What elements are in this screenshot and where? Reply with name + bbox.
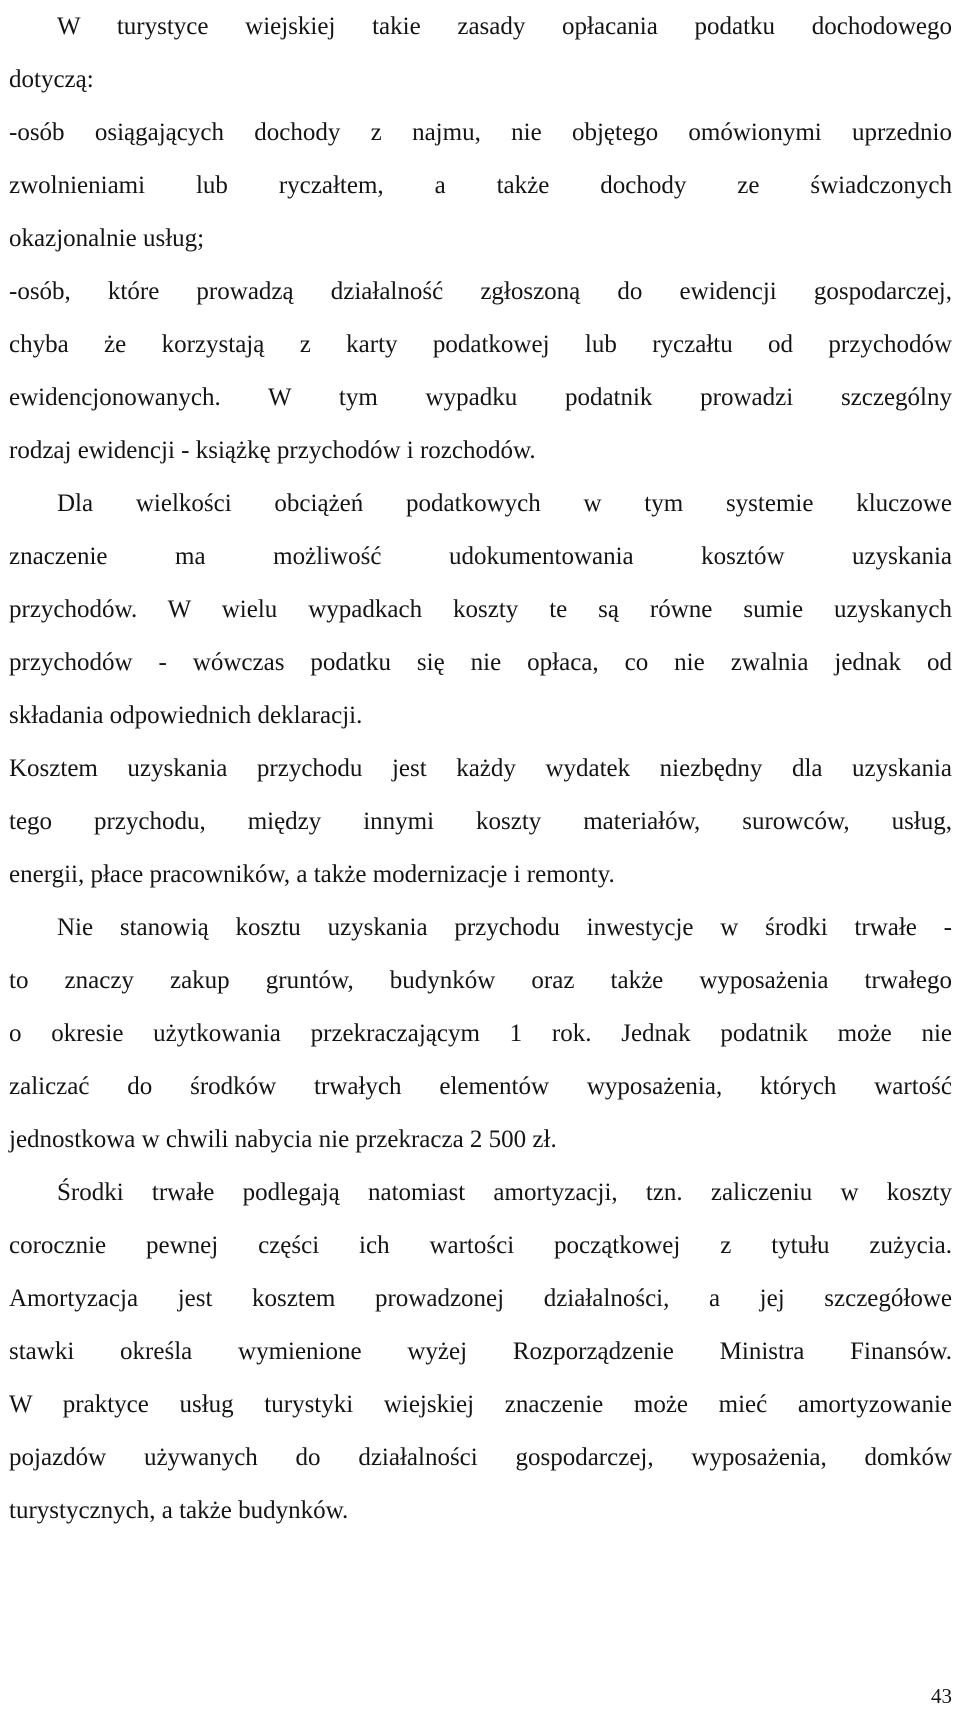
text-line: corocznie pewnej części ich wartości początkowej z tytułu zużycia. xyxy=(9,1232,952,1259)
text-line: Dla wielkości obciążeń podatkowych w tym systemie kluczowe xyxy=(57,490,952,517)
text-line: tego przychodu, między innymi koszty materiałów, surowców, usług, xyxy=(9,808,952,835)
page-number: 43 xyxy=(931,1684,952,1708)
text-line: o okresie użytkowania przekraczającym 1 rok. Jednak podatnik może nie xyxy=(9,1020,952,1047)
text-line: -osób, które prowadzą działalność zgłoszoną do ewidencji gospodarczej, xyxy=(9,278,952,305)
text-line: turystycznych, a także budynków. xyxy=(9,1497,349,1524)
text-line: -osób osiągających dochody z najmu, nie objętego omówionymi uprzednio xyxy=(9,119,952,146)
text-line: pojazdów używanych do działalności gospodarczej, wyposażenia, domków xyxy=(9,1444,952,1471)
text-line: W turystyce wiejskiej takie zasady opłacania podatku dochodowego xyxy=(57,13,952,40)
text-line: to znaczy zakup gruntów, budynków oraz także wyposażenia trwałego xyxy=(9,967,952,994)
text-line: rodzaj ewidencji - książkę przychodów i rozchodów. xyxy=(9,437,536,464)
text-line: stawki określa wymienione wyżej Rozporządzenie Ministra Finansów. xyxy=(9,1338,952,1365)
text-line: przychodów. W wielu wypadkach koszty te są równe sumie uzyskanych xyxy=(9,596,952,623)
text-line: jednostkowa w chwili nabycia nie przekracza 2 500 zł. xyxy=(9,1126,557,1153)
text-line: Nie stanowią kosztu uzyskania przychodu inwestycje w środki trwałe - xyxy=(57,914,952,941)
text-line: Amortyzacja jest kosztem prowadzonej działalności, a jej szczegółowe xyxy=(9,1285,952,1312)
text-line: przychodów - wówczas podatku się nie opłaca, co nie zwalnia jednak od xyxy=(9,649,952,676)
text-line: dotyczą: xyxy=(9,66,94,93)
text-line: składania odpowiednich deklaracji. xyxy=(9,702,363,729)
text-line: Kosztem uzyskania przychodu jest każdy wydatek niezbędny dla uzyskania xyxy=(9,755,952,782)
text-line: ewidencjonowanych. W tym wypadku podatnik prowadzi szczególny xyxy=(9,384,952,411)
text-line: zwolnieniami lub ryczałtem, a także dochody ze świadczonych xyxy=(9,172,952,199)
text-line: chyba że korzystają z karty podatkowej lub ryczałtu od przychodów xyxy=(9,331,952,358)
text-line: W praktyce usług turystyki wiejskiej znaczenie może mieć amortyzowanie xyxy=(9,1391,952,1418)
document-page xyxy=(9,0,952,1537)
text-line: Środki trwałe podlegają natomiast amortyzacji, tzn. zaliczeniu w koszty xyxy=(57,1179,952,1206)
text-line: znaczenie ma możliwość udokumentowania kosztów uzyskania xyxy=(9,543,952,570)
text-line: energii, płace pracowników, a także modernizacje i remonty. xyxy=(9,861,615,888)
text-line: okazjonalnie usług; xyxy=(9,225,205,252)
text-line: zaliczać do środków trwałych elementów wyposażenia, których wartość xyxy=(9,1073,952,1100)
